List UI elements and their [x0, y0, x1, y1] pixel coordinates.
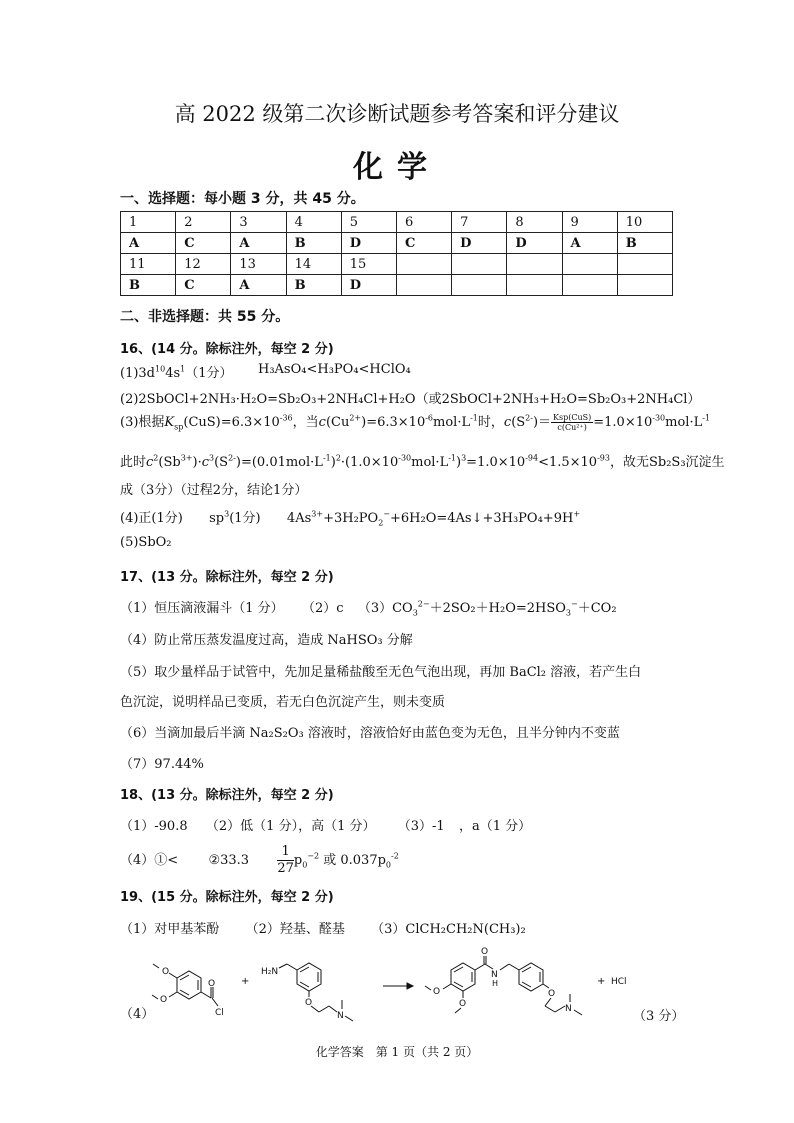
question-number-cell: 3	[231, 212, 286, 233]
question-number-cell: 6	[396, 212, 451, 233]
subject-title: 化学	[353, 150, 441, 185]
question-number-cell: 2	[176, 212, 231, 233]
q18-line2: （4）①< ②33.3 $\frac{1}{27}$ $p_0^{-2}$ 或 $0.037p_0^{-2}$	[120, 844, 399, 876]
table-row	[121, 233, 673, 254]
q16-line1: $(1)3d^{10}4s^1(1$分）	[120, 364, 233, 381]
question-number-cell	[396, 254, 451, 275]
ksp-fraction: $\frac{\text{Ksp(CuS)}}{\text{c(Cu²⁺)}}$	[553, 413, 592, 432]
table-row	[121, 275, 673, 296]
answer-cell: B	[617, 233, 672, 254]
question-number-cell: 5	[341, 212, 396, 233]
answer-cell: A	[121, 233, 176, 254]
q16-heading: 16、(14 分。除标注外，每空 2 分)	[120, 342, 334, 357]
plus-sign-2: +	[597, 976, 606, 987]
answer-cell: D	[507, 233, 562, 254]
question-number-cell: 12	[176, 254, 231, 275]
question-number-cell: 13	[231, 254, 286, 275]
q17-line6: （7）97.44%	[120, 757, 204, 772]
atom-n-3: N	[565, 1004, 572, 1014]
reactant-acyl-chloride	[152, 964, 224, 1018]
atom-h: H	[492, 979, 499, 988]
answer-cell	[452, 275, 507, 296]
q16-line4: 此时$c^2(Sb^{3+})\cdot c^3(S^{2-})=(0.01mol\cdot L^{-1})^2\cdot(1.0\times 10^{-30}mol\cdot L^{-1})^3=1.0\times 10^{-94}<1.5\times 10^{-93}$，故无Sb₂S₃沉淀生	[120, 453, 725, 470]
atom-o-7: O	[481, 947, 489, 957]
question-number-cell: 7	[452, 212, 507, 233]
product-amide	[425, 947, 582, 1015]
question-number-cell: 9	[562, 212, 617, 233]
atom-o-6: O	[459, 999, 467, 1009]
question-number-cell: 11	[121, 254, 176, 275]
answer-cell	[617, 275, 672, 296]
q17-line4: 色沉淀，说明样品已变质，若无白色沉淀产生，则未变质	[120, 695, 446, 710]
question-number-cell	[617, 254, 672, 275]
section2-heading: 二、非选择题：共 55 分。	[120, 309, 290, 325]
atom-o-8: O	[548, 989, 556, 999]
answer-cell: D	[452, 233, 507, 254]
q19-line1: （1）对甲基苯酚 （2）羟基、醛基 （3）ClCH₂CH₂N(CH₃)₂	[120, 922, 526, 937]
atom-o-2: O	[160, 995, 168, 1005]
answer-cell: A	[562, 233, 617, 254]
question-number-cell: 10	[617, 212, 672, 233]
q18-line1: （1）-90.8 （2）低（1 分），高（1 分） （3）-1 ，a（1 分）	[120, 819, 532, 834]
question-number-cell	[452, 254, 507, 275]
atom-o-1: O	[162, 967, 170, 977]
question-number-cell: 1	[121, 212, 176, 233]
q17-line5: （6）当滴加最后半滴 Na₂S₂O₃ 溶液时，溶液恰好由蓝色变为无色，且半分钟内不变蓝	[120, 726, 620, 741]
answer-cell: A	[231, 275, 286, 296]
answer-cell: A	[231, 233, 286, 254]
q17-line1: （1）恒压滴液漏斗（1 分） （2）c $(3)CO_3^{2-}+2SO_2+H_2O=2HSO_3^-+CO_2$	[120, 599, 617, 618]
atom-o-5: O	[433, 987, 441, 997]
question-number-cell	[507, 254, 562, 275]
atom-h2n: H₂N	[261, 967, 279, 977]
hcl-label: HCl	[611, 977, 627, 987]
q17-line2: （4）防止常压蒸发温度过高，造成 NaHSO₃ 分解	[120, 633, 413, 648]
q18-heading: 18、(13 分。除标注外，每空 2 分)	[120, 788, 334, 803]
question-number-cell: 14	[286, 254, 341, 275]
q16-line3: (3)根据$K_{sp}(CuS)=6.3\times 10^{-36}$，当$c(Cu^{2+})=6.3\times 10^{-6}mol\cdot L^{-1}$时，$c(S^{2-})=$ $\frac{\text{Ksp(CuS)}}{\text{c(Cu²⁺)}}$ $=1.0\times 10^{-30}mol\cdot L^{-1}$	[120, 413, 711, 432]
q17-line3: （5）取少量样品于试管中，先加足量稀盐酸至无色气泡出现，再加 BaCl₂ 溶液，若产生白	[120, 665, 642, 680]
section1-heading: 一、选择题：每小题 3 分，共 45 分。	[120, 191, 365, 207]
fraction-1-27: $\frac{1}{27}$	[277, 844, 294, 876]
atom-o-4: O	[305, 998, 313, 1008]
table-row	[121, 212, 673, 233]
q19-part4-label: （4）	[120, 1007, 155, 1022]
answer-cell	[396, 275, 451, 296]
answer-cell: D	[341, 275, 396, 296]
answer-cell: C	[176, 275, 231, 296]
q16-line6: (4)正(1分) $sp^3(1$分) $4As^{3+}+3H_2PO_2^-+6H_2O=4As↓+3H_3PO_4+9H^+$	[120, 509, 581, 528]
page-footer: 化学答案 第 1 页（共 2 页）	[315, 1045, 479, 1059]
q19-score: （3 分）	[633, 1009, 685, 1024]
question-number-cell: 15	[341, 254, 396, 275]
question-number-cell	[562, 254, 617, 275]
answer-table	[120, 211, 673, 296]
q17-heading: 17、(13 分。除标注外，每空 2 分)	[120, 570, 334, 585]
answer-cell	[562, 275, 617, 296]
atom-n-1: N	[337, 1011, 344, 1021]
q19-heading: 19、(15 分。除标注外，每空 2 分)	[120, 890, 334, 905]
table-row	[121, 254, 673, 275]
answer-cell: C	[396, 233, 451, 254]
q16-line5: 成（3分）（过程2分，结论1分）	[120, 483, 308, 498]
q16-acid-order: H₃AsO₄<H₃PO₄<HClO₄	[258, 362, 411, 377]
reactant-amine	[261, 963, 353, 1021]
answer-cell	[507, 275, 562, 296]
q16-line2: (2)2SbOCl+2NH₃·H₂O=Sb₂O₃+2NH₄Cl+H₂O（或2SbOCl+2NH₃+H₂O=Sb₂O₃+2NH₄Cl）	[120, 392, 701, 407]
page-title: 高 2022 级第二次诊断试题参考答案和评分建议	[174, 102, 620, 126]
question-number-cell: 8	[507, 212, 562, 233]
atom-n-2: N	[491, 970, 498, 980]
atom-cl: Cl	[215, 1008, 224, 1018]
answer-cell: B	[286, 233, 341, 254]
plus-sign-1: +	[241, 976, 250, 987]
answer-cell: C	[176, 233, 231, 254]
reaction-scheme	[145, 940, 645, 1030]
q16-line7: (5)SbO₂	[120, 535, 172, 550]
answer-cell: B	[286, 275, 341, 296]
question-number-cell: 4	[286, 212, 341, 233]
answer-cell: B	[121, 275, 176, 296]
atom-o-3: O	[208, 979, 216, 989]
answer-cell: D	[341, 233, 396, 254]
